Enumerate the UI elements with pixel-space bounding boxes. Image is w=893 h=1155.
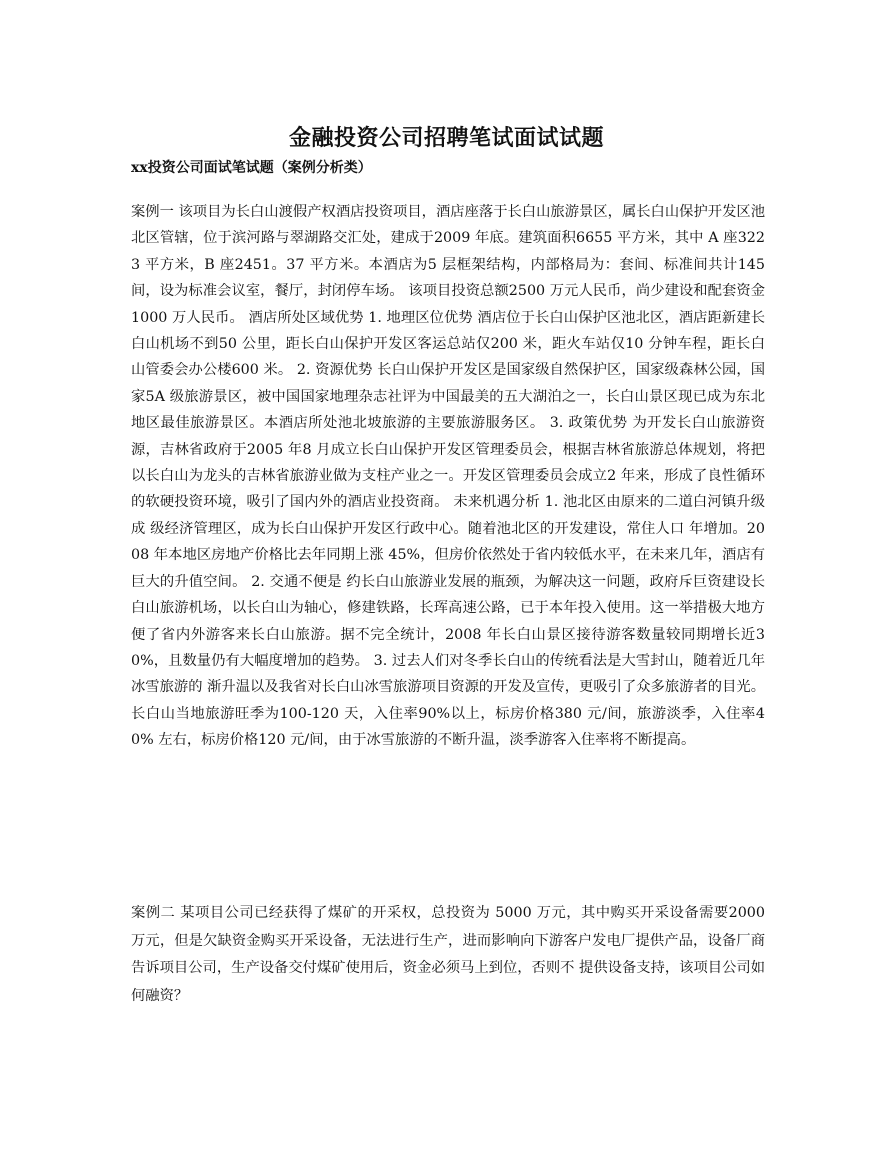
case-one-paragraph: 案例一 该项目为长白山渡假产权酒店投资项目，酒店座落于长白山旅游景区，属长白山保护开发区池北区管辖，位于滨河路与翠湖路交汇处，建成于2009 年底。建筑面积6655 平方米，其中 A 座3223 平方米，B 座2451。37 平方米。本酒店为5 层框架结构，内部格局为：套间、标准间共计145 间，设为标准会议室，餐厅，封闭停车场。 该项目投资总额2500 万元人民币，尚少建设和配套资金1000 万人民币。 酒店所处区域优势 1. 地理区位优势 酒店位于长白山保护区池北区，酒店距新建长白山机场不到50 公里，距长白山保护开发区客运总站仅200 米，距火车站仅10 分钟车程，距长白山管委会办公楼600 米。 2. 资源优势 长白山保护开发区是国家级自然保护区，国家级森林公园，国家5A 级旅游景区，被中国国家地理杂志社评为中国最美的五大湖泊之一，长白山景区现已成为东北地区最佳旅游景区。本酒店所处池北坡旅游的主要旅游服务区。 3. 政策优势 为开发长白山旅游资源，吉林省政府于2005 年8 月成立长白山保护开发区管理委员会，根据吉林省旅游总体规划，将把以长白山为龙头的吉林省旅游业做为支柱产业之一。开发区管理委员会成立2 年来，形成了良性循环的软硬投资环境，吸引了国内外的酒店业投资商。 未来机遇分析 1. 池北区由原来的二道白河镇升级成 级经济管理区，成为长白山保护开发区行政中心。随着池北区的开发建设，常住人口 年增加。2008 年本地区房地产价格比去年同期上涨 45%，但房价依然处于省内较低水平，在未来几年，酒店有巨大的升值空间。 2. 交通不便是 约长白山旅游业发展的瓶颈，为解决这一问题，政府斥巨资建设长白山旅游机场，以长白山为轴心，修建铁路，长珲高速公路，已于本年投入使用。这一举措极大地方便了省内外游客来长白山旅游。据不完全统计，2008 年长白山景区接待游客数量较同期增长近30%，且数量仍有大幅度增加的趋势。 3. 过去人们对冬季长白山的传统看法是大雪封山，随着近几年冰雪旅游的 渐升温以及我省对长白山冰雪旅游项目资源的开发及宣传，更吸引了众多旅游者的目光。长白山当地旅游旺季为100-120 天，入住率90%以上，标房价格380 元/间，旅游淡季，入住率40% 左右，标房价格120 元/间，由于冰雪旅游的不断升温，淡季游客入住率将不断提高。 bbox=[131, 204, 765, 749]
document-title: 金融投资公司招聘笔试面试试题 bbox=[288, 125, 604, 151]
case-two-paragraph: 案例二 某项目公司已经获得了煤矿的开采权，总投资为 5000 万元，其中购买开采设备需要2000 万元，但是欠缺资金购买开采设备，无法进行生产，进而影响向下游客户发电厂提供产品，设备厂商告诉项目公司，生产设备交付煤矿使用后，资金必须马上到位，否则不 提供设备支持，该项目公司如何融资？ bbox=[131, 905, 765, 1004]
document-subtitle: xx投资公司面试笔试题（案例分析类） bbox=[131, 160, 372, 176]
